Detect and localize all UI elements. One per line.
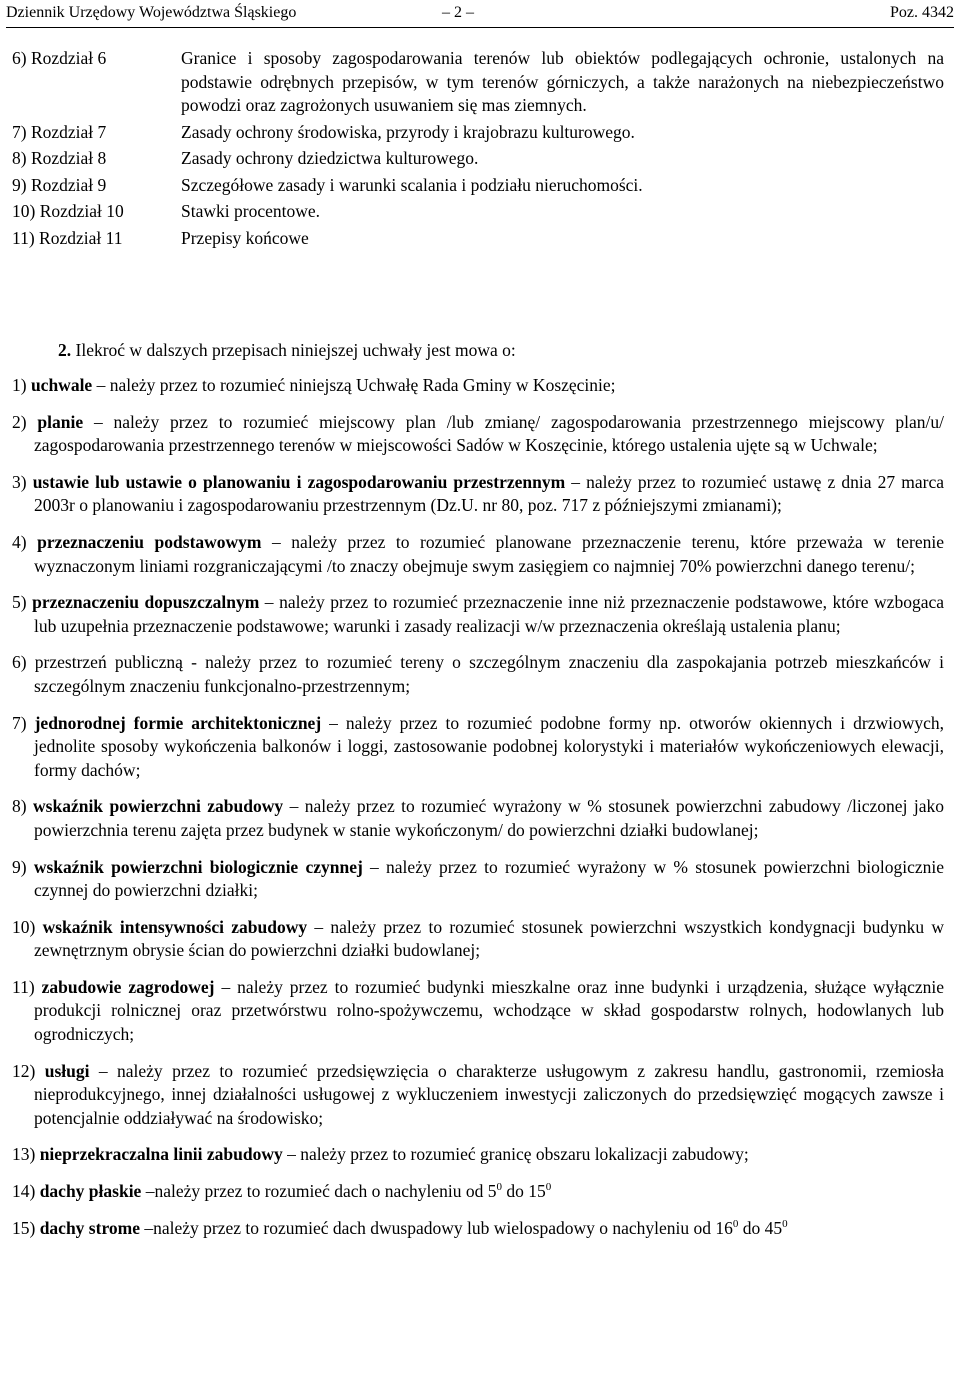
chapter-item bbox=[12, 200, 944, 224]
chapter-text: Stawki procentowe. bbox=[181, 201, 320, 221]
definition-text: do 45 bbox=[738, 1217, 783, 1238]
degree-superscript: 0 bbox=[732, 1217, 739, 1230]
chapter-label: 10) Rozdział 10 bbox=[12, 201, 124, 221]
definition-number: 15) bbox=[12, 1217, 36, 1238]
chapter-item bbox=[12, 174, 944, 198]
definition-item bbox=[12, 712, 944, 783]
degree-superscript: 0 bbox=[496, 1181, 503, 1194]
definition-item bbox=[12, 591, 944, 638]
definition-item bbox=[12, 916, 944, 963]
definition-term: wskaźnik intensywności zabudowy bbox=[42, 916, 308, 937]
chapter-item bbox=[12, 47, 944, 118]
definition-number: 9) bbox=[12, 856, 27, 877]
definition-term: wskaźnik powierzchni biologicznie czynnej bbox=[33, 856, 363, 877]
definition-number: 8) bbox=[12, 796, 27, 817]
definition-term: usługi bbox=[44, 1060, 90, 1081]
definition-text: – należy przez to rozumieć budynki mieszkalne oraz inne budynki i urządzenia, służące wyłącznie produkcji rolnicznej oraz przetwórstwu rolno-spożywczemu, wchodzące w skład gospodarstw rolnych, hodowlanych lub ogrodniczych; bbox=[34, 976, 944, 1045]
chapter-label: 9) Rozdział 9 bbox=[12, 174, 107, 195]
definition-item bbox=[12, 1143, 944, 1167]
chapter-text: Szczegółowe zasady i warunki scalania i podziału nieruchomości. bbox=[181, 174, 643, 195]
definition-text: – należy przez to rozumieć wyrażony w % stosunek powierzchni zabudowy /liczonej jako powierzchnia terenu zajęta przez budynek w stanie wykończonym/ do powierzchni działki budowlanej; bbox=[34, 796, 944, 840]
definition-number: 11) bbox=[12, 976, 35, 997]
section-intro-text: Ilekroć w dalszych przepisach niniejszej uchwały jest mowa o: bbox=[71, 340, 516, 360]
definition-item bbox=[12, 795, 944, 842]
definition-item bbox=[12, 471, 944, 518]
definition-text: do 15 bbox=[502, 1181, 546, 1202]
chapter-label: 11) Rozdział 11 bbox=[12, 227, 123, 248]
definition-term: dachy strome bbox=[39, 1217, 140, 1238]
definition-number: 6) bbox=[12, 652, 27, 673]
chapter-text: Przepisy końcowe bbox=[181, 227, 309, 248]
definition-term: uchwale bbox=[30, 375, 93, 395]
definition-text: – należy przez to rozumieć przedsięwzięcia o charakterze usługowym z zakresu handlu, gastronomii, rzemiosła nieprodukcyjnego, innej działalności usługowej z wykluczeniem inwestycji zaliczonych do przedsięwzięć mogących zawsze i potencjalnie oddziaływać na środowisko; bbox=[34, 1060, 944, 1128]
page-header bbox=[6, 0, 954, 28]
definition-item bbox=[12, 1180, 944, 1204]
definition-text: – należy przez to rozumieć wyrażony w % stosunek powierzchni biologicznie czynnej do powierzchni działki; bbox=[34, 856, 945, 901]
definition-text: – należy przez to rozumieć stosunek powierzchni wszystkich kondygnacji budynku w zewnętrznym obrysie ścian do powierzchni działki budowlanej; bbox=[34, 916, 945, 961]
definition-item bbox=[12, 856, 944, 903]
chapter-label: 6) Rozdział 6 bbox=[12, 48, 107, 68]
chapter-label: 7) Rozdział 7 bbox=[12, 121, 107, 142]
definition-term: wskaźnik powierzchni zabudowy bbox=[33, 796, 284, 817]
section-mark: 2. bbox=[58, 340, 72, 360]
definition-item bbox=[12, 1217, 944, 1241]
definition-text: – należy przez to rozumieć miejscowy plan /lub zmianę/ zagospodarowania przestrzennego miejscowy plan/u/ zagospodarowania przestrzennego terenów w miejscowości Sadów w Koszęcinie, którego ustalenia ujęte są w Uchwale; bbox=[34, 411, 944, 456]
definition-term: planie bbox=[37, 411, 84, 432]
page-number: – 2 – bbox=[442, 4, 474, 21]
definition-term: jednorodnej formie architektonicznej bbox=[34, 712, 322, 733]
position-number: Poz. 4342 bbox=[890, 4, 954, 21]
definition-item bbox=[12, 651, 944, 698]
chapter-text: Zasady ochrony środowiska, przyrody i krajobrazu kulturowego. bbox=[181, 121, 635, 142]
definition-term: nieprzekraczalna linii zabudowy bbox=[39, 1144, 283, 1165]
definition-list bbox=[12, 374, 944, 1253]
chapter-item bbox=[12, 147, 944, 171]
definition-item bbox=[12, 1060, 944, 1131]
definition-number: 14) bbox=[12, 1181, 36, 1202]
definition-text: – należy przez to rozumieć podobne formy np. otworów okiennych i drzwiowych, jednolite sposoby wykończenia balkonów i loggi, zastosowanie podobnej kolorystyki i materiałów wykończeniowych elewacji, formy dachów; bbox=[34, 712, 944, 780]
definition-number: 13) bbox=[12, 1144, 36, 1165]
chapter-item bbox=[12, 121, 944, 145]
definition-text: –należy przez to rozumieć dach dwuspadowy lub wielospadowy o nachyleniu od 16 bbox=[140, 1217, 733, 1238]
definition-number: 5) bbox=[12, 592, 27, 613]
chapter-label: 8) Rozdział 8 bbox=[12, 148, 107, 168]
definition-term: ustawie lub ustawie o planowaniu i zagospodarowaniu przestrzennym bbox=[32, 471, 566, 492]
definition-text: – należy przez to rozumieć niniejszą Uchwałę Rada Gminy w Koszęcinie; bbox=[92, 375, 616, 395]
definition-item bbox=[12, 411, 944, 458]
degree-superscript: 0 bbox=[545, 1181, 552, 1194]
definition-term: przeznaczeniu dopuszczalnym bbox=[32, 592, 260, 613]
definition-number: 7) bbox=[12, 712, 27, 733]
definition-item bbox=[12, 531, 944, 578]
definition-number: 12) bbox=[12, 1060, 36, 1081]
definition-text: przestrzeń publiczną - należy przez to rozumieć tereny o szczególnym znaczeniu dla zaspokajania potrzeb mieszkańców i szczególnym znaczeniu funkcjonalno-przestrzennym; bbox=[34, 652, 945, 696]
definition-number: 2) bbox=[12, 411, 27, 432]
journal-title: Dziennik Urzędowy Województwa Śląskiego bbox=[6, 4, 297, 21]
chapter-list bbox=[12, 47, 944, 250]
definition-text: –należy przez to rozumieć dach o nachyleniu od 5 bbox=[141, 1181, 497, 1202]
degree-superscript: 0 bbox=[782, 1217, 788, 1230]
definition-text: – należy przez to rozumieć ustawę z dnia 27 marca 2003r o planowaniu i zagospodarowaniu przestrzennym (Dz.U. nr 80, poz. 717 z późniejszymi zmianami); bbox=[34, 471, 944, 516]
definition-number: 1) bbox=[12, 375, 27, 395]
chapter-item bbox=[12, 227, 944, 251]
definition-term: przeznaczeniu podstawowym bbox=[37, 531, 262, 552]
definition-item bbox=[12, 374, 944, 398]
chapter-text: Granice i sposoby zagospodarowania terenów lub obiektów podlegających ochronie, ustalonych na podstawie odrębnych przepisów, w tym terenów górniczych, a także narażonych na niebezpieczeństwo powodzi oraz zagrożonych usuwaniem się mas ziemnych. bbox=[181, 48, 944, 115]
section-intro bbox=[58, 339, 516, 363]
chapter-text: Zasady ochrony dziedzictwa kulturowego. bbox=[181, 148, 479, 168]
definition-number: 3) bbox=[12, 471, 27, 492]
definition-term: dachy płaskie bbox=[39, 1181, 142, 1202]
definition-number: 10) bbox=[12, 916, 36, 937]
definition-item bbox=[12, 976, 944, 1047]
definition-text: – należy przez to rozumieć granicę obszaru lokalizacji zabudowy; bbox=[282, 1144, 749, 1165]
definition-text: – należy przez to rozumieć planowane przeznaczenie terenu, które przeważa w terenie wyznaczonym liniami rozgraniczającymi /to znaczy obejmuje swym zasięgiem co najmniej 70% powierzchni danego terenu/; bbox=[34, 531, 945, 576]
definition-number: 4) bbox=[12, 531, 27, 552]
definition-text: – należy przez to rozumieć przeznaczenie inne niż przeznaczenie podstawowe, które wzbogaca lub uzupełnia przeznaczenie podstawowe; warunki i zasady realizacji w/w przeznaczenia określają ustalenia planu; bbox=[34, 592, 944, 636]
definition-term: zabudowie zagrodowej bbox=[41, 976, 215, 997]
